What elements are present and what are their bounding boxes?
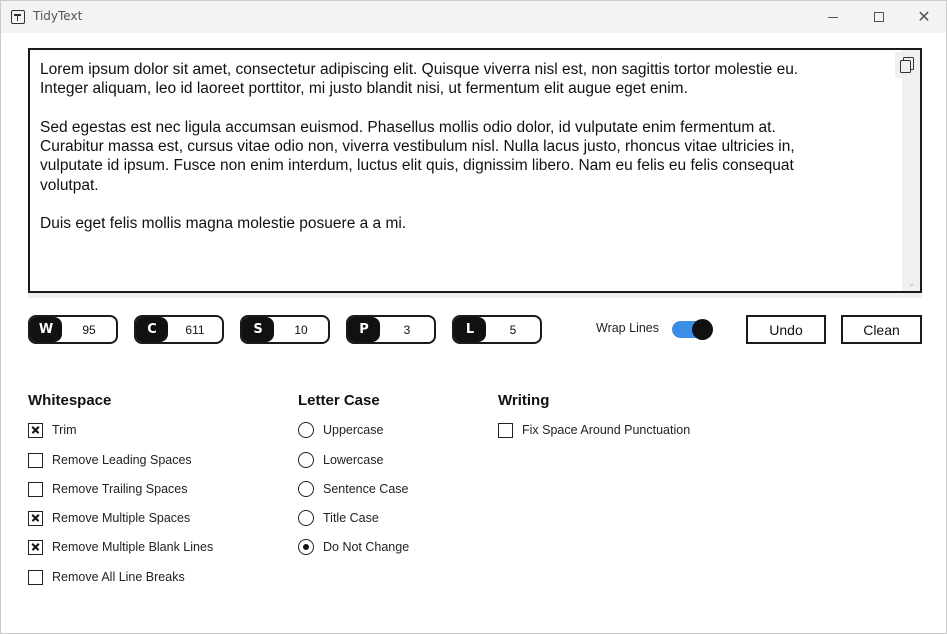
option-uppercase[interactable] [298, 421, 383, 439]
editor-text[interactable]: Lorem ipsum dolor sit amet, consectetur adipiscing elit. Quisque viverra nisl est, non sagittis tortor molestie eu. Integer aliquam, leo id laoreet porttitor, mi justo blandit nisi, ut fermentum elit augue eget enim. Sed egestas est nec ligula accumsan euismod. Phasellus mollis odio dolor, id vulputate enim fermentum at. Curabitur massa est, cursus vitae odio non, viverra vestibulum nisl. Nulla lacus justo, rhoncus vitae ultricies in, vulputate id ipsum. Fusce non enim interdum, luctus elit quis, dignissim libero. Nam eu felis eu felis consequat volutpat. Duis eget felis mollis magna molestie posuere a a mi. [40, 61, 799, 233]
option-label[interactable]: Remove Multiple Spaces [52, 511, 191, 525]
undo-button[interactable]: Undo [746, 315, 826, 344]
checkbox[interactable] [28, 511, 43, 526]
stat-value: 611 [185, 322, 205, 337]
checkbox[interactable] [28, 482, 43, 497]
paragraph-count-badge [346, 315, 436, 344]
stat-letter: S [242, 317, 274, 342]
option-remove-multiple-blank-lines[interactable] [28, 538, 213, 556]
option-trim[interactable] [28, 421, 77, 439]
stat-value: 3 [403, 322, 411, 337]
radio-button[interactable] [298, 452, 314, 468]
option-remove-multiple-spaces[interactable] [28, 509, 190, 527]
sentence-count-badge [240, 315, 330, 344]
stat-letter: W [30, 317, 62, 342]
option-label[interactable]: Sentence Case [323, 482, 409, 496]
option-label[interactable]: Do Not Change [323, 540, 410, 554]
option-remove-leading-spaces[interactable] [28, 451, 192, 469]
close-button[interactable] [901, 1, 947, 33]
option-label[interactable]: Remove Trailing Spaces [52, 482, 188, 496]
editor-scrollbar[interactable] [902, 50, 920, 291]
option-label[interactable]: Trim [52, 423, 77, 437]
option-remove-all-line-breaks[interactable] [28, 568, 185, 586]
stat-value: 95 [82, 322, 96, 337]
copy-icon [900, 57, 914, 73]
app-logo-icon [11, 10, 25, 24]
radio-button[interactable] [298, 539, 314, 555]
checkbox[interactable] [498, 423, 513, 438]
option-remove-trailing-spaces[interactable] [28, 480, 187, 498]
option-label[interactable]: Remove All Line Breaks [52, 570, 185, 584]
maximize-icon [874, 12, 884, 22]
checkbox[interactable] [28, 540, 43, 555]
wrap-lines-toggle[interactable] [672, 321, 712, 338]
text-editor[interactable] [28, 48, 922, 293]
option-fix-space-around-punctuation[interactable] [498, 421, 690, 439]
character-count-badge [134, 315, 224, 344]
option-label[interactable]: Title Case [323, 511, 379, 525]
checkbox[interactable] [28, 570, 43, 585]
line-count-badge [452, 315, 542, 344]
editor-horizontal-scrollbar[interactable] [28, 293, 922, 298]
minimize-icon [828, 17, 838, 18]
word-count-badge [28, 315, 118, 344]
option-label[interactable]: Fix Space Around Punctuation [522, 423, 691, 437]
stat-letter: L [454, 317, 486, 342]
maximize-button[interactable] [856, 1, 902, 33]
minimize-button[interactable] [810, 1, 856, 33]
option-label[interactable]: Uppercase [323, 423, 384, 437]
option-label[interactable]: Remove Leading Spaces [52, 453, 192, 467]
option-sentence-case[interactable] [298, 480, 408, 498]
wrap-lines-label: Wrap Lines [596, 321, 659, 335]
copy-button[interactable] [895, 52, 919, 78]
option-do-not-change[interactable] [298, 538, 409, 556]
radio-button[interactable] [298, 422, 314, 438]
option-label[interactable]: Lowercase [323, 453, 384, 467]
stat-value: 5 [509, 322, 517, 337]
option-lowercase[interactable] [298, 451, 383, 469]
toggle-knob[interactable] [692, 319, 713, 340]
radio-button[interactable] [298, 510, 314, 526]
scroll-down-icon[interactable]: ⌄ [908, 279, 915, 288]
checkbox[interactable] [28, 423, 43, 438]
stat-letter: P [348, 317, 380, 342]
radio-button[interactable] [298, 481, 314, 497]
title-bar [1, 1, 946, 33]
stat-value: 10 [294, 322, 308, 337]
writing-heading: Writing [498, 392, 550, 409]
window-title: TidyText [33, 9, 83, 23]
clean-button[interactable]: Clean [841, 315, 922, 344]
whitespace-heading: Whitespace [28, 392, 112, 409]
stat-letter: C [136, 317, 168, 342]
letter-case-heading: Letter Case [298, 392, 380, 409]
option-title-case[interactable] [298, 509, 379, 527]
option-label[interactable]: Remove Multiple Blank Lines [52, 540, 214, 554]
close-icon: ✕ [917, 7, 931, 26]
checkbox[interactable] [28, 453, 43, 468]
